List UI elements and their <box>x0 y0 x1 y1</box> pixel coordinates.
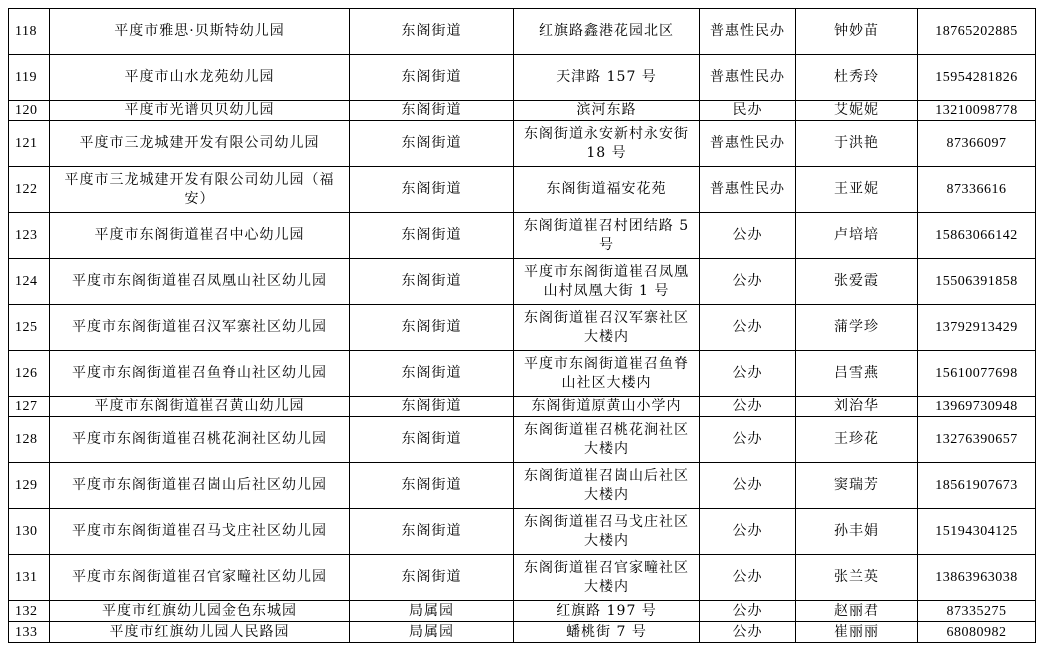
phone-number: 18561907673 <box>918 463 1036 509</box>
kindergarten-name: 平度市东阁街道崔召中心幼儿园 <box>50 213 350 259</box>
school-type: 公办 <box>700 351 796 397</box>
contact-person: 张爱霞 <box>796 259 918 305</box>
phone-number: 13210098778 <box>918 101 1036 121</box>
kindergarten-name: 平度市东阁街道崔召官家疃社区幼儿园 <box>50 555 350 601</box>
kindergarten-name: 平度市光谱贝贝幼儿园 <box>50 101 350 121</box>
row-number: 132 <box>9 601 50 622</box>
school-type: 普惠性民办 <box>700 167 796 213</box>
phone-number: 15506391858 <box>918 259 1036 305</box>
phone-number: 18765202885 <box>918 9 1036 55</box>
phone-number: 15863066142 <box>918 213 1036 259</box>
school-type: 公办 <box>700 305 796 351</box>
kindergarten-name: 平度市东阁街道崔召鱼脊山社区幼儿园 <box>50 351 350 397</box>
table-row <box>9 305 1036 351</box>
table-row <box>9 463 1036 509</box>
table-row <box>9 55 1036 101</box>
row-number: 124 <box>9 259 50 305</box>
address: 东阁街道崔召汉军寨社区大楼内 <box>514 305 700 351</box>
phone-number: 13792913429 <box>918 305 1036 351</box>
street-office: 东阁街道 <box>350 305 514 351</box>
address: 天津路 157 号 <box>514 55 700 101</box>
school-type: 普惠性民办 <box>700 9 796 55</box>
row-number: 120 <box>9 101 50 121</box>
school-type: 普惠性民办 <box>700 55 796 101</box>
phone-number: 15610077698 <box>918 351 1036 397</box>
table-row <box>9 121 1036 167</box>
street-office: 局属园 <box>350 622 514 643</box>
phone-number: 87335275 <box>918 601 1036 622</box>
contact-person: 窦瑞芳 <box>796 463 918 509</box>
phone-number: 87366097 <box>918 121 1036 167</box>
street-office: 东阁街道 <box>350 101 514 121</box>
table-row <box>9 351 1036 397</box>
table-row <box>9 417 1036 463</box>
phone-number: 15194304125 <box>918 509 1036 555</box>
address: 东阁街道崔召桃花涧社区大楼内 <box>514 417 700 463</box>
contact-person: 于洪艳 <box>796 121 918 167</box>
kindergarten-name: 平度市三龙城建开发有限公司幼儿园（福安） <box>50 167 350 213</box>
phone-number: 13276390657 <box>918 417 1036 463</box>
school-type: 公办 <box>700 213 796 259</box>
address: 东阁街道崔召官家疃社区大楼内 <box>514 555 700 601</box>
row-number: 123 <box>9 213 50 259</box>
contact-person: 崔丽丽 <box>796 622 918 643</box>
school-type: 民办 <box>700 101 796 121</box>
row-number: 129 <box>9 463 50 509</box>
school-type: 普惠性民办 <box>700 121 796 167</box>
contact-person: 王珍花 <box>796 417 918 463</box>
phone-number: 13863963038 <box>918 555 1036 601</box>
phone-number: 87336616 <box>918 167 1036 213</box>
contact-person: 卢培培 <box>796 213 918 259</box>
contact-person: 吕雪燕 <box>796 351 918 397</box>
address: 蟠桃街 7 号 <box>514 622 700 643</box>
row-number: 133 <box>9 622 50 643</box>
kindergarten-name: 平度市红旗幼儿园人民路园 <box>50 622 350 643</box>
kindergarten-name: 平度市东阁街道崔召崮山后社区幼儿园 <box>50 463 350 509</box>
street-office: 局属园 <box>350 601 514 622</box>
contact-person: 王亚妮 <box>796 167 918 213</box>
table-row <box>9 9 1036 55</box>
street-office: 东阁街道 <box>350 351 514 397</box>
address: 东阁街道原黄山小学内 <box>514 397 700 417</box>
row-number: 126 <box>9 351 50 397</box>
row-number: 118 <box>9 9 50 55</box>
row-number: 119 <box>9 55 50 101</box>
school-type: 公办 <box>700 622 796 643</box>
school-type: 公办 <box>700 259 796 305</box>
address: 平度市东阁街道崔召鱼脊山社区大楼内 <box>514 351 700 397</box>
street-office: 东阁街道 <box>350 397 514 417</box>
kindergarten-name: 平度市东阁街道崔召黄山幼儿园 <box>50 397 350 417</box>
table-row <box>9 213 1036 259</box>
row-number: 128 <box>9 417 50 463</box>
phone-number: 15954281826 <box>918 55 1036 101</box>
contact-person: 张兰英 <box>796 555 918 601</box>
street-office: 东阁街道 <box>350 121 514 167</box>
address: 东阁街道崔召马戈庄社区大楼内 <box>514 509 700 555</box>
street-office: 东阁街道 <box>350 555 514 601</box>
phone-number: 68080982 <box>918 622 1036 643</box>
contact-person: 刘治华 <box>796 397 918 417</box>
kindergarten-name: 平度市东阁街道崔召凤凰山社区幼儿园 <box>50 259 350 305</box>
school-type: 公办 <box>700 463 796 509</box>
contact-person: 蒲学珍 <box>796 305 918 351</box>
row-number: 131 <box>9 555 50 601</box>
row-number: 121 <box>9 121 50 167</box>
table-body <box>9 9 1036 643</box>
kindergarten-name: 平度市三龙城建开发有限公司幼儿园 <box>50 121 350 167</box>
table-row <box>9 622 1036 643</box>
kindergarten-name: 平度市东阁街道崔召汉军寨社区幼儿园 <box>50 305 350 351</box>
row-number: 127 <box>9 397 50 417</box>
kindergarten-name: 平度市东阁街道崔召马戈庄社区幼儿园 <box>50 509 350 555</box>
school-type: 公办 <box>700 555 796 601</box>
table-row <box>9 509 1036 555</box>
kindergarten-name: 平度市山水龙苑幼儿园 <box>50 55 350 101</box>
row-number: 122 <box>9 167 50 213</box>
table-row <box>9 167 1036 213</box>
row-number: 130 <box>9 509 50 555</box>
kindergarten-name: 平度市雅思·贝斯特幼儿园 <box>50 9 350 55</box>
school-type: 公办 <box>700 601 796 622</box>
table-row <box>9 101 1036 121</box>
contact-person: 赵丽君 <box>796 601 918 622</box>
address: 滨河东路 <box>514 101 700 121</box>
address: 东阁街道福安花苑 <box>514 167 700 213</box>
contact-person: 钟妙苗 <box>796 9 918 55</box>
table-row <box>9 397 1036 417</box>
kindergarten-table <box>8 8 1036 643</box>
contact-person: 艾妮妮 <box>796 101 918 121</box>
street-office: 东阁街道 <box>350 259 514 305</box>
kindergarten-name: 平度市东阁街道崔召桃花涧社区幼儿园 <box>50 417 350 463</box>
street-office: 东阁街道 <box>350 463 514 509</box>
street-office: 东阁街道 <box>350 167 514 213</box>
table-row <box>9 259 1036 305</box>
address: 红旗路鑫港花园北区 <box>514 9 700 55</box>
kindergarten-name: 平度市红旗幼儿园金色东城园 <box>50 601 350 622</box>
row-number: 125 <box>9 305 50 351</box>
address: 东阁街道崔召村团结路 5 号 <box>514 213 700 259</box>
phone-number: 13969730948 <box>918 397 1036 417</box>
street-office: 东阁街道 <box>350 213 514 259</box>
address: 红旗路 197 号 <box>514 601 700 622</box>
street-office: 东阁街道 <box>350 55 514 101</box>
school-type: 公办 <box>700 509 796 555</box>
table-row <box>9 555 1036 601</box>
table-row <box>9 601 1036 622</box>
contact-person: 孙丰娟 <box>796 509 918 555</box>
address: 东阁街道崔召崮山后社区大楼内 <box>514 463 700 509</box>
street-office: 东阁街道 <box>350 9 514 55</box>
school-type: 公办 <box>700 417 796 463</box>
contact-person: 杜秀玲 <box>796 55 918 101</box>
street-office: 东阁街道 <box>350 509 514 555</box>
address: 平度市东阁街道崔召凤凰山村凤凰大街 1 号 <box>514 259 700 305</box>
address: 东阁街道永安新村永安街 18 号 <box>514 121 700 167</box>
school-type: 公办 <box>700 397 796 417</box>
street-office: 东阁街道 <box>350 417 514 463</box>
